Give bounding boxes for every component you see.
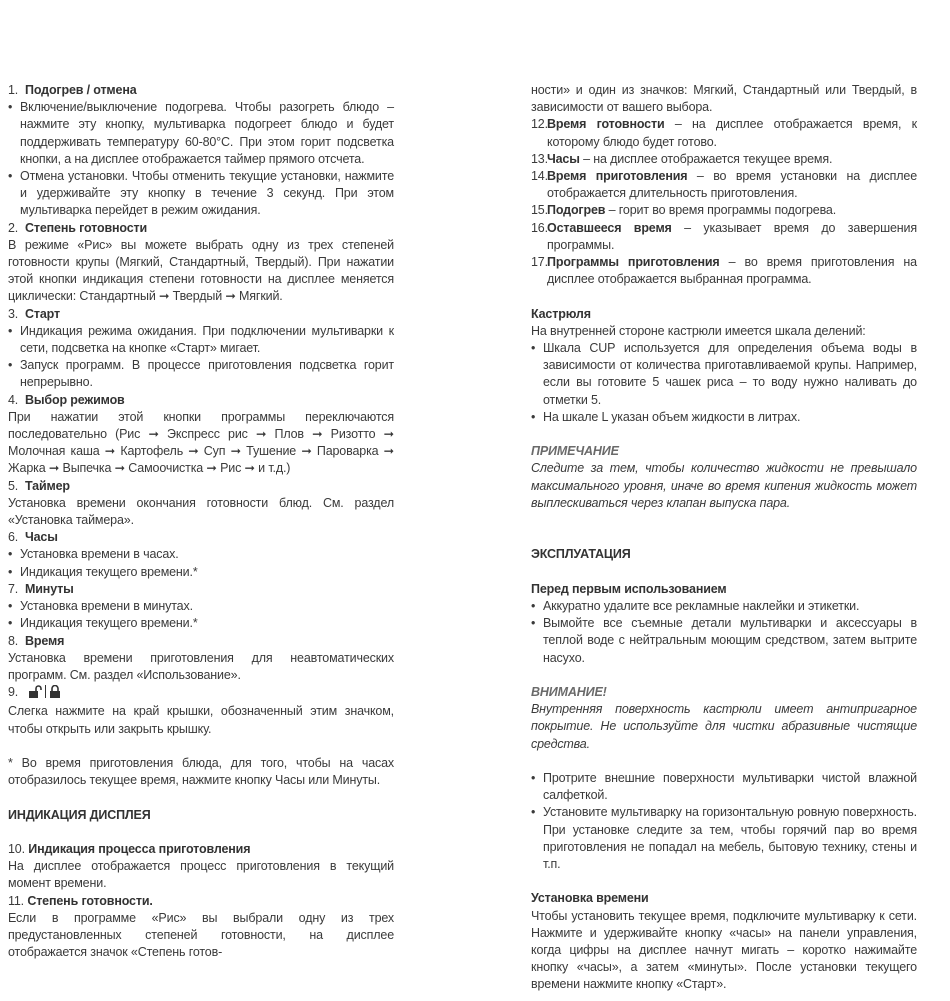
paragraph: ности» и один из значков: Мягкий, Стандартный или Твердый, в зависимости от вашего выбора. bbox=[531, 83, 917, 115]
paragraph: Если в программе «Рис» вы выбрали одну из трех предустановленных степеней готовности, на дисплее отображается значок «Степень готов- bbox=[8, 910, 394, 960]
item-title: Индикация процесса приготовления bbox=[28, 841, 251, 856]
right-column bbox=[531, 82, 917, 994]
paragraph: На дисплее отображается процесс приготовления в текущий момент времени. bbox=[8, 859, 394, 891]
left-column bbox=[8, 82, 394, 961]
item-16: 16.Оставшееся время – указывает время до завершения программы. bbox=[531, 220, 917, 252]
bullet-item: • Шкала CUP используется для определения объема воды в зависимости от количества приготавливаемой крупы. Например, если вы готовите 5 чашек риса – то воду нужно наливать до отметки 5. bbox=[531, 341, 917, 407]
item-4-heading: 4. Выбор режимов bbox=[8, 392, 125, 407]
item-12: 12.Время готовности – на дисплее отображается время, к которому блюдо будет готово. bbox=[531, 117, 917, 149]
section-heading-exploitation: ЭКСПЛУАТАЦИЯ bbox=[531, 547, 631, 562]
lock-icon bbox=[49, 685, 61, 703]
item-5-heading: 5. Таймер bbox=[8, 478, 70, 493]
unlock-icon bbox=[28, 685, 42, 703]
bullet-item: • Аккуратно удалите все рекламные наклейки и этикетки. bbox=[531, 599, 860, 614]
item-15: 15.Подогрев – горит во время программы подогрева. bbox=[531, 203, 837, 218]
icon-divider bbox=[45, 685, 46, 698]
item-title: Минуты bbox=[25, 581, 74, 596]
footnote: * Во время приготовления блюда, для того, чтобы на часах отобразилось текущее время, нажмите кнопку Часы или Минуты. bbox=[8, 755, 394, 788]
item-7-heading: 7. Минуты bbox=[8, 581, 74, 596]
section-heading-pot: Кастрюля bbox=[531, 306, 591, 321]
section-heading-display: ИНДИКАЦИЯ ДИСПЛЕЯ bbox=[8, 807, 151, 822]
bullet-item: • Индикация текущего времени.* bbox=[8, 564, 198, 579]
item-14: 14.Время приготовления – во время установки на дисплее отображается длительность приготовления. bbox=[531, 169, 918, 201]
item-title: Степень готовности bbox=[25, 220, 148, 235]
item-17: 17.Программы приготовления – во время приготовления на дисплее отображается выбранная программа. bbox=[531, 255, 917, 287]
bullet-item: • Установите мультиварку на горизонтальную ровную поверхность. При установке следите за тем, чтобы горячий пар во время приготовления не попадал на мебель, бытовую технику, стены и т.п. bbox=[531, 805, 917, 872]
bullet-item: • Установка времени в часах. bbox=[8, 547, 179, 562]
paragraph: Установка времени окончания готовности блюд. См. раздел «Установка таймера». bbox=[8, 495, 394, 528]
subsection-heading-time-setting: Установка времени bbox=[531, 891, 649, 906]
paragraph: Слегка нажмите на край крышки, обозначенный этим значком, чтобы открыть или закрыть крышку. bbox=[8, 704, 394, 736]
paragraph: В режиме «Рис» вы можете выбрать одну из трех степеней готовности крупы (Мягкий, Стандартный, Твердый). При нажатии этой кнопки индикация степени готовности на дисплее меняется циклически: Стандартный ➞ Твердый ➞ Мягкий. bbox=[8, 237, 394, 304]
item-13: 13.Часы – на дисплее отображается текущее время. bbox=[531, 151, 833, 166]
bullet-item: • Индикация текущего времени.* bbox=[8, 616, 198, 631]
paragraph: Чтобы установить текущее время, подключите мультиварку к сети. Нажмите и удерживайте кнопку «часы» на панели управления, когда цифры на дисплее начнут мигать – коротко нажимайте кнопку «часы», а затем «минуты». После установки текущего времени нажмите кнопку «Старт». bbox=[531, 908, 917, 992]
note-text: Следите за тем, чтобы количество жидкости не превышало максимального уровня, иначе во время кипения жидкость может выплескиваться через клапан выпуска пара. bbox=[531, 461, 917, 510]
item-2-heading: 2. Степень готовности bbox=[8, 220, 148, 235]
subsection-heading-first-use: Перед первым использованием bbox=[531, 581, 727, 596]
paragraph: При нажатии этой кнопки программы переключаются последовательно (Рис ➞ Экспресс рис ➞ Плов ➞ Ризотто ➞ Молочная каша ➞ Картофель ➞ Суп ➞ Тушение ➞ Пароварка ➞ Жарка ➞ Выпечка ➞ Самоочистка ➞ Рис ➞ и т.д.) bbox=[8, 409, 394, 476]
bullet-item: • Установка времени в минутах. bbox=[8, 599, 193, 614]
item-3-heading: 3. Старт bbox=[8, 306, 60, 321]
item-8-heading: 8. Время bbox=[8, 633, 65, 648]
bullet-item: • На шкале L указан объем жидкости в литрах. bbox=[531, 409, 801, 424]
paragraph: Установка времени приготовления для неавтоматических программ. См. раздел «Использование». bbox=[8, 650, 394, 682]
item-title: Степень готовности. bbox=[27, 893, 153, 908]
warning-text: Внутренняя поверхность кастрюли имеет антипригарное покрытие. Не используйте для чистки абразивные чистящие средства. bbox=[531, 702, 917, 751]
bullet-item: • Отмена установки. Чтобы отменить текущие установки, нажмите и удерживайте эту кнопку в течение 3 секунд. При этом мультиварка перейдет в режим ожидания. bbox=[8, 169, 394, 218]
item-title: Старт bbox=[25, 306, 60, 321]
item-6-heading: 6. Часы bbox=[8, 530, 58, 545]
bullet-item: • Протрите внешние поверхности мультиварки чистой влажной салфеткой. bbox=[531, 771, 917, 803]
item-title: Выбор режимов bbox=[25, 392, 125, 407]
bullet-item: • Включение/выключение подогрева. Чтобы разогреть блюдо – нажмите эту кнопку, мультиварка подогреет блюдо и будет поддерживать температуру 60-80°С. При этом горит подсветка кнопки, а на дисплее отображается таймер прямого отсчета. bbox=[8, 100, 394, 166]
item-title: Часы bbox=[25, 530, 58, 545]
item-9-heading: 9. bbox=[8, 684, 394, 703]
paragraph: На внутренней стороне кастрюли имеется шкала делений: bbox=[531, 323, 866, 338]
item-1-heading: 1. Подогрев / отмена bbox=[8, 83, 137, 97]
note-heading: ПРИМЕЧАНИЕ bbox=[531, 444, 619, 459]
bullet-item: • Вымойте все съемные детали мультиварки и аксессуары в теплой воде с нейтральным моющим средством, затем вытрите насухо. bbox=[531, 616, 917, 665]
bullet-item: • Индикация режима ожидания. При подключении мультиварки к сети, подсветка на кнопке «Старт» мигает. bbox=[8, 323, 394, 356]
warning-heading: ВНИМАНИЕ! bbox=[531, 685, 607, 700]
item-10-heading: 10. Индикация процесса приготовления bbox=[8, 841, 251, 856]
item-title: Время bbox=[25, 633, 65, 648]
bullet-item: • Запуск программ. В процессе приготовления подсветка горит непрерывно. bbox=[8, 358, 394, 390]
item-11-heading: 11. Степень готовности. bbox=[8, 893, 153, 908]
item-title: Таймер bbox=[25, 478, 70, 493]
item-title: Подогрев / отмена bbox=[25, 83, 137, 97]
